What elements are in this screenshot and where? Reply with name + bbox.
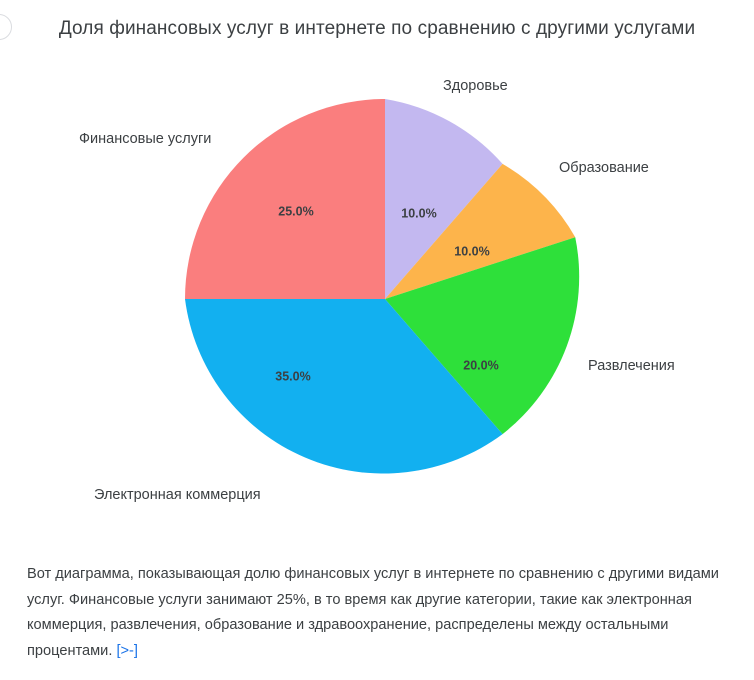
category-label-education: Образование — [559, 160, 649, 176]
caption — [27, 562, 727, 664]
citation-link[interactable]: [>-] — [116, 642, 138, 659]
page-title: Доля финансовых услуг в интернете по сравнению с другими услугами — [58, 18, 696, 39]
category-label-financial: Финансовые услуги — [79, 131, 212, 147]
slice-value-ecommerce: 35.0% — [275, 369, 311, 384]
category-label-entertainment: Развлечения — [588, 358, 675, 374]
chart-area — [0, 60, 754, 540]
slice-value-entertainment: 20.0% — [463, 358, 499, 373]
slice-value-financial: 25.0% — [278, 204, 314, 219]
caption-text: Вот диаграмма, показывающая долю финансовых услуг в интернете по сравнению с другими видами услуг. Финансовые услуги занимают 25%, в то время как другие категории, такие как электронная коммерция, развлечения, образование и здравоохранение, распределены между остальными процентами. — [27, 566, 719, 659]
slice-value-health: 10.0% — [401, 206, 437, 221]
category-label-health: Здоровье — [443, 78, 508, 94]
pie-svg — [178, 92, 592, 506]
slice-value-education: 10.0% — [454, 244, 490, 259]
pie-slice-financial[interactable] — [185, 99, 385, 299]
pie-chart — [178, 92, 592, 506]
category-label-ecommerce: Электронная коммерция — [94, 487, 261, 503]
